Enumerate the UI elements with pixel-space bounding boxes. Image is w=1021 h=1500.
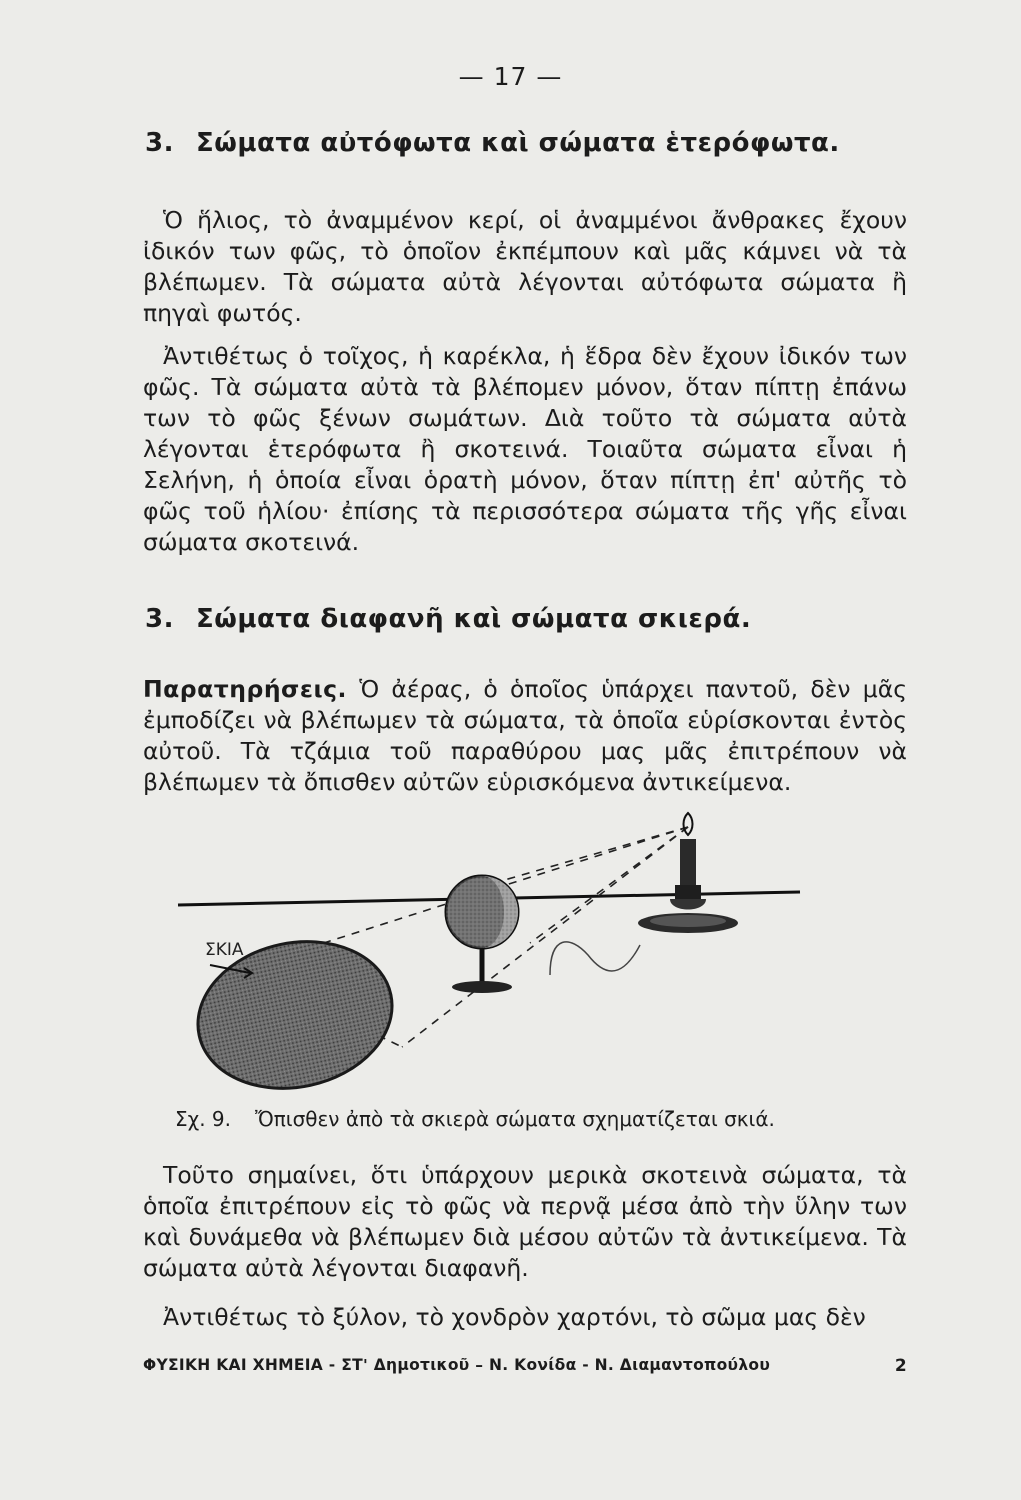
page-number: — 17 — [458, 62, 563, 91]
sheet-number: 2 [894, 1356, 907, 1376]
section-number: 3. [145, 604, 174, 634]
section-title: Σώματα διαφανῆ καὶ σώματα σκιερά. [195, 604, 752, 634]
paragraph-text: Ἀντιθέτως ὁ τοῖχος, ἡ καρέκλα, ἡ ἕδρα δὲν ἔχουν ἰδικόν των φῶς. Τὰ σώματα αὐτὰ τὰ βλέπομεν μόνον, ὅταν πίπτῃ ἐπάνω των τὸ φῶς ξένων σωμάτων. Διὰ τοῦτο τὰ σώματα αὐτὰ λέγονται ἑτερόφωτα ἢ σκοτεινά. Τοιαῦτα σώματα εἶναι ἡ Σελήνη, ἡ ὁποία εἶναι ὁρατὴ μόνον, ὅταν πίπτῃ ἐπ' αὐτῆς τὸ φῶς τοῦ ἡλίου· ἐπίσης τὰ περισσότερα σώματα τῆς γῆς εἶναι σώματα σκοτεινά. [143, 342, 907, 556]
paragraph-text: Ἀντιθέτως τὸ ξύλον, τὸ χονδρὸν χαρτόνι, τὸ σῶμα μας δὲν [163, 1303, 866, 1331]
caption-text: Ὄπισθεν ἀπὸ τὰ σκιερὰ σώματα σχηματίζεται σκιά. [255, 1107, 775, 1131]
candle-icon [638, 813, 738, 933]
paragraph-text: Ὁ ἀέρας, ὁ ὁποῖος ὑπάρχει παντοῦ, δὲν μᾶς ἐμποδίζει νὰ βλέπωμεν τὰ σώματα, τὰ ὁποῖα εὑρίσκονται ἐντὸς αὐτοῦ. Τὰ τζάμια τοῦ παραθύρου μας μᾶς ἐπιτρέπουν νὰ βλέπωμεν τὰ ὄπισθεν αὐτῶν εὑρισκόμενα ἀντικείμενα. [143, 675, 907, 796]
paragraph-non-luminous [143, 341, 907, 558]
shadow-figure [170, 805, 820, 1105]
section-heading-self-luminous [145, 128, 935, 158]
section-title: Σώματα αὐτόφωτα καὶ σώματα ἑτερόφωτα. [195, 128, 840, 158]
paragraph-opaque-start [143, 1302, 907, 1333]
paragraph-self-luminous [143, 205, 907, 329]
figure-number: Σχ. 9. [175, 1107, 231, 1131]
section-number: 3. [145, 128, 174, 158]
observations-label: Παρατηρήσεις. [143, 675, 347, 703]
paragraph-observations [143, 674, 907, 798]
opaque-ball-icon [446, 876, 518, 993]
paragraph-text: Τοῦτο σημαίνει, ὅτι ὑπάρχουν μερικὰ σκοτεινὰ σώματα, τὰ ὁποῖα ἐπιτρέπουν εἰς τὸ φῶς νὰ περνᾷ μέσα ἀπὸ τὴν ὕλην των καὶ δυνάμεθα νὰ βλέπωμεν διὰ μέσου αὐτῶν τὰ ἀντικείμενα. Τὰ σώματα αὐτὰ λέγονται διαφανῆ. [143, 1161, 907, 1282]
paragraph-transparent [143, 1160, 907, 1284]
figure-caption [175, 1107, 875, 1131]
footer-title: ΦΥΣΙΚΗ ΚΑΙ ΧΗΜΕΙΑ - ΣΤ' Δημοτικοῦ – Ν. Κονίδα - Ν. Διαμαντοπούλου [143, 1356, 771, 1374]
page-footer [143, 1356, 907, 1374]
paragraph-text: Ὁ ἥλιος, τὸ ἀναμμένον κερί, οἱ ἀναμμένοι ἄνθρακες ἔχουν ἰδικόν των φῶς, τὸ ὁποῖον ἐκπέμπουν καὶ μᾶς κάμνει νὰ τὰ βλέπωμεν. Τὰ σώματα αὐτὰ λέγονται αὐτόφωτα σώματα ἢ πηγαὶ φωτός. [143, 206, 907, 327]
shadow-label: ΣΚΙΑ [205, 940, 244, 960]
section-heading-transparent [145, 604, 935, 634]
